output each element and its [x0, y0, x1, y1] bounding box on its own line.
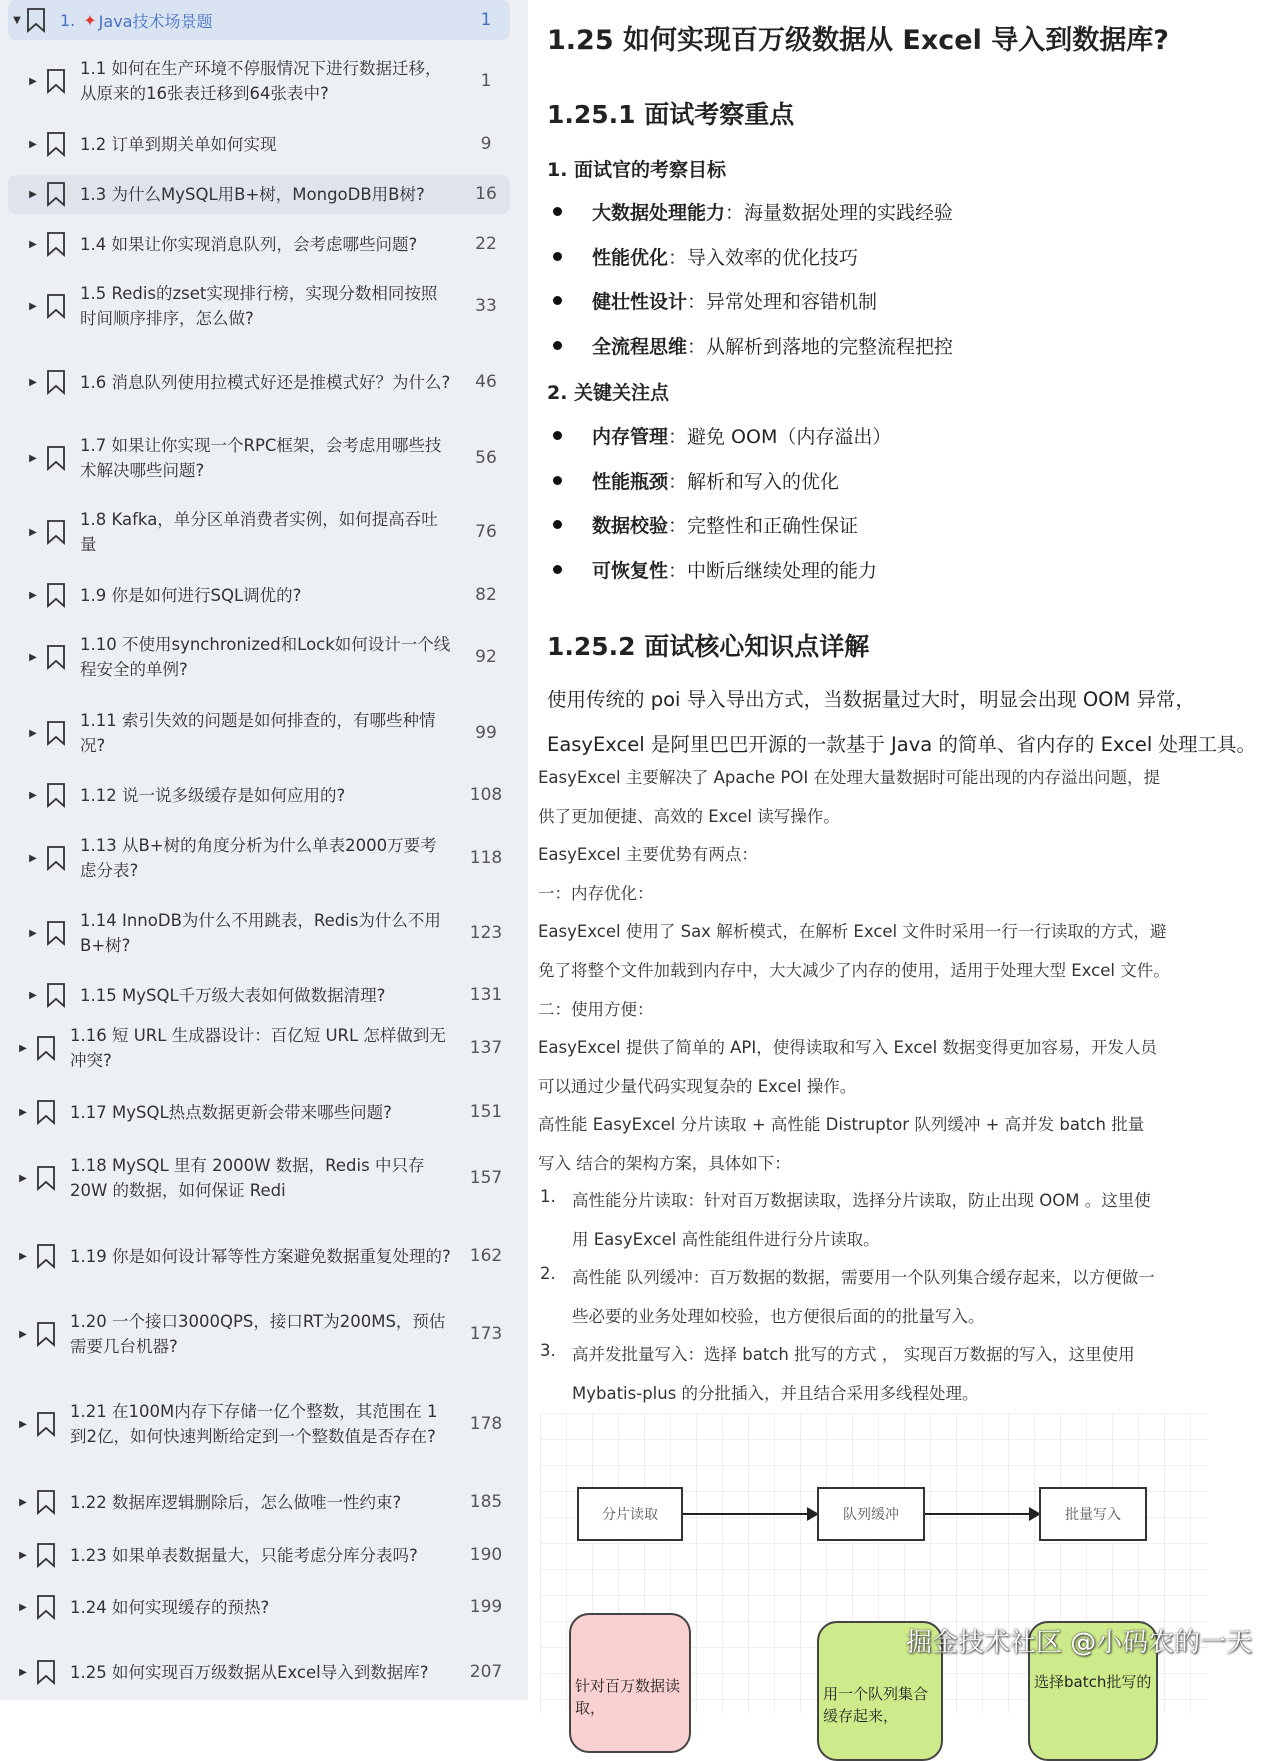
paragraph-1: 使用传统的 poi 导入导出方式，当数据量过大时，明显会出现 OOM 异常，	[547, 688, 1196, 711]
bookmark-icon	[36, 1036, 56, 1060]
subsection-title-2: 1.25.2 面试核心知识点详解	[547, 632, 870, 661]
subsection-title-1: 1.25.1 面试考察重点	[547, 100, 795, 129]
focus-bullet	[553, 467, 839, 494]
focus-heading: 2. 关键关注点	[547, 382, 670, 404]
body-line: EasyExcel 提供了简单的 API，使得读取和写入 Excel 数据变得更加容易，开发人员	[538, 1038, 1157, 1058]
expand-triangle-icon[interactable]: ▶	[29, 927, 37, 939]
bullet-text: ：解析和写入的优化	[668, 470, 840, 493]
bookmark-item[interactable]	[26, 826, 510, 890]
bookmark-icon	[36, 1660, 56, 1684]
goals-bullet	[553, 198, 953, 225]
bullet-text: ：从解析到落地的完整流程把控	[687, 336, 954, 359]
bookmark-page: 33	[475, 295, 497, 316]
bookmark-page: 76	[475, 521, 497, 542]
bookmark-icon	[36, 1244, 56, 1268]
bookmark-page: 157	[469, 1167, 503, 1188]
bookmark-item[interactable]	[26, 701, 510, 765]
bookmark-icon	[46, 520, 66, 544]
bookmark-page: 137	[469, 1037, 503, 1058]
body-line: 供了更加便捷、高效的 Excel 读写操作。	[538, 806, 840, 826]
section-title: 1.25 如何实现百万级数据从 Excel 导入到数据库?	[547, 25, 1169, 56]
bookmark-page: 22	[475, 233, 497, 254]
bullet-icon	[553, 252, 562, 261]
expand-triangle-icon[interactable]: ▶	[19, 1250, 27, 1262]
bullet-term: 健壮性设计	[592, 291, 688, 314]
bookmark-item[interactable]	[26, 125, 510, 164]
bookmark-label: 1.22 数据库逻辑删除后，怎么做唯一性约束?	[70, 1492, 402, 1512]
bookmark-icon	[46, 182, 66, 206]
bookmark-item[interactable]	[16, 1224, 510, 1288]
bookmark-label: 1.19 你是如何设计幂等性方案避免数据重复处理的?	[70, 1246, 451, 1266]
bookmark-page: 151	[469, 1101, 503, 1122]
focus-bullet	[553, 422, 891, 449]
body-line: 高性能 EasyExcel 分片读取 + 高性能 Distruptor 队列缓冲 + 高并发 batch 批量	[538, 1115, 1145, 1135]
bookmark-icon	[46, 446, 66, 470]
bullet-icon	[553, 207, 562, 216]
bookmark-label: 1.21 在100M内存下存储一亿个整数，其范围在 1 到2亿，如何快速判断给定到一个整数值是否存在?	[70, 1402, 438, 1446]
bookmark-item[interactable]	[16, 1146, 510, 1210]
expand-triangle-icon[interactable]: ▶	[29, 452, 37, 464]
step-line: 高并发批量写入：选择 batch 批写的方式 ， 实现百万数据的写入，这里使用	[572, 1345, 1135, 1365]
architecture-diagram	[540, 1413, 1208, 1725]
bookmark-label: 1.16 短 URL 生成器设计：百亿短 URL 怎样做到无冲突?	[70, 1026, 446, 1070]
diagram-note-queue: 用一个队列集合缓存起来，	[817, 1621, 943, 1761]
watermark: 掘金技术社区 @小码农的一天	[906, 1628, 1253, 1658]
bookmark-label: 1.1 如何在生产环境不停服情况下进行数据迁移，从原来的16张表迁移到64张表中?	[80, 59, 442, 103]
body-line: 一：内存优化：	[538, 883, 654, 903]
step-line: Mybatis-plus 的分批插入，并且结合采用多线程处理。	[572, 1384, 979, 1403]
chapter-title: Java技术场景题	[98, 11, 213, 31]
bullet-term: 性能优化	[592, 246, 669, 269]
bookmark-icon	[46, 232, 66, 256]
chapter-number: 1.	[60, 10, 76, 30]
bookmark-item[interactable]	[26, 225, 510, 264]
diagram-box-queue-buffer: 队列缓冲	[817, 1487, 925, 1541]
step-number: 3.	[540, 1341, 556, 1361]
bookmark-label: 1.25 如何实现百万级数据从Excel导入到数据库?	[70, 1662, 429, 1682]
bookmark-page: 9	[480, 133, 492, 154]
bullet-term: 全流程思维	[592, 336, 688, 359]
bookmark-label: 1.4 如果让你实现消息队列，会考虑哪些问题?	[80, 234, 418, 254]
expand-triangle-icon[interactable]: ▶	[29, 989, 37, 1001]
bookmark-icon	[46, 921, 66, 945]
bookmark-icon	[26, 8, 46, 32]
bookmark-item[interactable]	[26, 426, 510, 490]
bookmark-page: 16	[475, 183, 497, 204]
body-line: 写入 结合的架构方案，具体如下：	[538, 1154, 791, 1173]
collapse-triangle-icon[interactable]: ▼	[13, 14, 21, 26]
bullet-term: 性能瓶颈	[592, 470, 669, 493]
bookmark-item[interactable]	[16, 1588, 510, 1627]
expand-triangle-icon[interactable]: ▶	[29, 75, 37, 87]
step-number: 1.	[540, 1187, 556, 1206]
bookmark-chapter-1[interactable]	[8, 0, 510, 40]
bullet-text: ：中断后继续处理的能力	[668, 560, 878, 583]
bookmark-icon	[36, 1322, 56, 1346]
bookmark-page: 131	[469, 984, 503, 1005]
bullet-icon	[553, 431, 562, 440]
bookmark-label: 1.8 Kafka，单分区单消费者实例，如何提高吞吐量	[80, 510, 438, 554]
bookmark-item[interactable]	[16, 1380, 510, 1469]
bookmark-item[interactable]	[16, 1483, 510, 1522]
bookmark-label: 1.9 你是如何进行SQL调优的?	[80, 585, 302, 605]
bookmark-item[interactable]	[16, 1016, 510, 1080]
expand-triangle-icon[interactable]: ▶	[19, 1549, 27, 1561]
bookmark-item[interactable]	[26, 625, 510, 689]
bookmark-label: 1.10 不使用synchronized和Lock如何设计一个线程安全的单例?	[80, 635, 451, 679]
bookmark-icon	[36, 1595, 56, 1619]
bookmark-page: 56	[475, 447, 497, 468]
arrow-icon	[925, 1513, 1039, 1515]
bookmark-label: 1.12 说一说多级缓存是如何应用的?	[80, 785, 346, 805]
bullet-term: 可恢复性	[592, 560, 669, 583]
bookmark-icon	[36, 1166, 56, 1190]
bookmark-page: 207	[469, 1661, 503, 1682]
step-line: 高性能 队列缓冲：百万数据的数据，需要用一个队列集合缓存起来，以方便做一	[572, 1268, 1155, 1288]
bullet-term: 数据校验	[592, 515, 669, 538]
bookmark-page: 162	[469, 1245, 503, 1266]
bullet-text: ：异常处理和容错机制	[687, 291, 878, 314]
paragraph-2: EasyExcel 是阿里巴巴开源的一款基于 Java 的简单、省内存的 Excel 处理工具。	[547, 733, 1256, 756]
body-line: 可以通过少量代码实现复杂的 Excel 操作。	[538, 1076, 857, 1096]
goal-heading: 1. 面试官的考察目标	[547, 159, 727, 181]
bookmark-page: 1	[480, 70, 492, 91]
expand-triangle-icon[interactable]: ▶	[29, 589, 37, 601]
bookmark-item[interactable]	[16, 1536, 510, 1575]
bookmark-item[interactable]	[26, 500, 510, 564]
expand-triangle-icon[interactable]: ▶	[19, 1496, 27, 1508]
diagram-box-batch-write: 批量写入	[1039, 1487, 1147, 1541]
bullet-icon	[553, 476, 562, 485]
bookmark-page: 123	[469, 922, 503, 943]
bookmark-icon	[46, 132, 66, 156]
bookmark-label: 1.20 一个接口3000QPS，接口RT为200MS，预估需要几台机器?	[70, 1312, 446, 1356]
bookmark-label: 1.11 索引失效的问题是如何排查的，有哪些种情况?	[80, 711, 436, 755]
bookmark-page: 173	[469, 1323, 503, 1344]
bookmark-icon	[46, 983, 66, 1007]
goals-bullet	[553, 287, 877, 314]
goals-bullet	[553, 332, 953, 359]
expand-triangle-icon[interactable]: ▶	[19, 1042, 27, 1054]
diagram-note-shard: 针对百万数据读取，	[569, 1613, 691, 1753]
bookmark-icon	[36, 1490, 56, 1514]
expand-triangle-icon[interactable]: ▶	[29, 526, 37, 538]
bookmark-label: 1.17 MySQL热点数据更新会带来哪些问题?	[70, 1102, 392, 1122]
bookmark-label: 1.18 MySQL 里有 2000W 数据，Redis 中只存 20W 的数据，如何保证 Redi	[70, 1156, 425, 1200]
step-line: 高性能分片读取：针对百万数据读取，选择分片读取，防止出现 OOM 。这里使	[572, 1191, 1151, 1210]
bookmark-page: 199	[469, 1596, 503, 1617]
bookmark-item[interactable]	[26, 274, 510, 338]
diagram-box-shard-read: 分片读取	[577, 1487, 683, 1541]
expand-triangle-icon[interactable]: ▶	[19, 1328, 27, 1340]
bookmark-icon	[46, 370, 66, 394]
expand-triangle-icon[interactable]: ▶	[29, 188, 37, 200]
bookmark-icon	[46, 783, 66, 807]
bookmark-page: 92	[475, 646, 497, 667]
step-line: 用 EasyExcel 高性能组件进行分片读取。	[572, 1229, 880, 1249]
bookmark-item[interactable]	[26, 976, 510, 1015]
bookmark-item[interactable]	[26, 49, 510, 113]
bookmark-label: 1.7 如果让你实现一个RPC框架，会考虑用哪些技术解决哪些问题?	[80, 436, 442, 480]
bookmark-label: 1.14 InnoDB为什么不用跳表，Redis为什么不用B+树?	[80, 911, 441, 955]
bullet-text: ：导入效率的优化技巧	[668, 246, 859, 269]
bookmark-page: 82	[475, 584, 497, 605]
bookmark-page: 46	[475, 371, 497, 392]
bullet-term: 内存管理	[592, 426, 669, 448]
bookmark-icon	[46, 721, 66, 745]
step-number: 2.	[540, 1264, 556, 1284]
bookmark-icon	[46, 69, 66, 93]
bookmark-label: 1.24 如何实现缓存的预热?	[70, 1597, 270, 1617]
body-line: EasyExcel 主要解决了 Apache POI 在处理大量数据时可能出现的内存溢出问题，提	[538, 768, 1160, 787]
bookmark-label: 1.13 从B+树的角度分析为什么单表2000万要考虑分表?	[80, 836, 437, 880]
bookmark-label: 1.3 为什么MySQL用B+树，MongoDB用B树?	[80, 184, 425, 204]
bookmark-label: 1.2 订单到期关单如何实现	[80, 134, 277, 154]
bookmark-sidebar	[0, 0, 528, 1700]
focus-bullet	[553, 556, 877, 583]
bookmark-label: 1.23 如果单表数据量大，只能考虑分库分表吗?	[70, 1545, 418, 1565]
bullet-icon	[553, 520, 562, 529]
bookmark-icon	[36, 1100, 56, 1124]
expand-triangle-icon[interactable]: ▶	[29, 852, 37, 864]
bookmark-item[interactable]	[26, 776, 510, 815]
body-line: 二：使用方便：	[538, 999, 654, 1019]
goals-bullet	[553, 243, 858, 270]
bookmark-icon	[46, 294, 66, 318]
bookmark-item[interactable]	[16, 1640, 510, 1704]
expand-triangle-icon[interactable]: ▶	[19, 1601, 27, 1613]
bookmark-item[interactable]	[26, 350, 510, 414]
chapter-page: 1	[480, 10, 492, 30]
body-line: 免了将整个文件加载到内存中，大大减少了内存的使用，适用于处理大型 Excel 文件。	[538, 961, 1170, 980]
expand-triangle-icon[interactable]: ▶	[29, 138, 37, 150]
bookmark-icon	[46, 583, 66, 607]
expand-triangle-icon[interactable]: ▶	[29, 789, 37, 801]
expand-triangle-icon[interactable]: ▶	[29, 376, 37, 388]
bookmark-item[interactable]	[26, 576, 510, 615]
body-line: EasyExcel 主要优势有两点：	[538, 845, 758, 865]
bullet-icon	[553, 565, 562, 574]
bookmark-page: 118	[469, 847, 503, 868]
bookmark-page: 185	[469, 1491, 503, 1512]
bullet-text: ：避免 OOM（内存溢出）	[668, 426, 892, 448]
expand-triangle-icon[interactable]: ▶	[29, 238, 37, 250]
bookmark-page: 108	[469, 784, 503, 805]
expand-triangle-icon[interactable]: ▶	[19, 1418, 27, 1430]
body-line: EasyExcel 使用了 Sax 解析模式，在解析 Excel 文件时采用一行一行读取的方式，避	[538, 922, 1167, 942]
bullet-icon	[553, 341, 562, 350]
bookmark-item[interactable]	[26, 901, 510, 965]
bookmark-icon	[36, 1543, 56, 1567]
diagram-note-batch: 选择batch批写的	[1028, 1621, 1158, 1761]
bullet-icon	[553, 296, 562, 305]
expand-triangle-icon[interactable]: ▶	[19, 1172, 27, 1184]
bookmark-label: 1.6 消息队列使用拉模式好还是推模式好？为什么?	[80, 372, 451, 392]
bookmark-page: 190	[469, 1544, 503, 1565]
expand-triangle-icon[interactable]: ▶	[19, 1666, 27, 1678]
bookmark-item[interactable]	[8, 175, 510, 214]
pin-icon: ✦	[83, 10, 97, 30]
focus-bullet	[553, 511, 858, 538]
bullet-text: ：完整性和正确性保证	[668, 515, 859, 538]
bullet-text: ：海量数据处理的实践经验	[725, 202, 954, 224]
arrow-icon	[683, 1513, 817, 1515]
bookmark-page: 178	[469, 1413, 503, 1434]
bookmark-page: 99	[475, 722, 497, 743]
bookmark-item[interactable]	[16, 1093, 510, 1132]
step-line: 些必要的业务处理如校验，也方便很后面的的批量写入。	[572, 1306, 985, 1326]
bookmark-icon	[46, 645, 66, 669]
expand-triangle-icon[interactable]: ▶	[29, 727, 37, 739]
bookmark-label: 1.15 MySQL千万级大表如何做数据清理?	[80, 985, 386, 1005]
document-page	[528, 0, 1284, 1725]
bookmark-icon	[46, 846, 66, 870]
expand-triangle-icon[interactable]: ▶	[29, 300, 37, 312]
bookmark-item[interactable]	[16, 1302, 510, 1366]
bullet-term: 大数据处理能力	[592, 202, 726, 224]
bookmark-icon	[36, 1412, 56, 1436]
bookmark-label: 1.5 Redis的zset实现排行榜，实现分数相同按照时间顺序排序，怎么做?	[80, 284, 438, 328]
expand-triangle-icon[interactable]: ▶	[29, 651, 37, 663]
expand-triangle-icon[interactable]: ▶	[19, 1106, 27, 1118]
